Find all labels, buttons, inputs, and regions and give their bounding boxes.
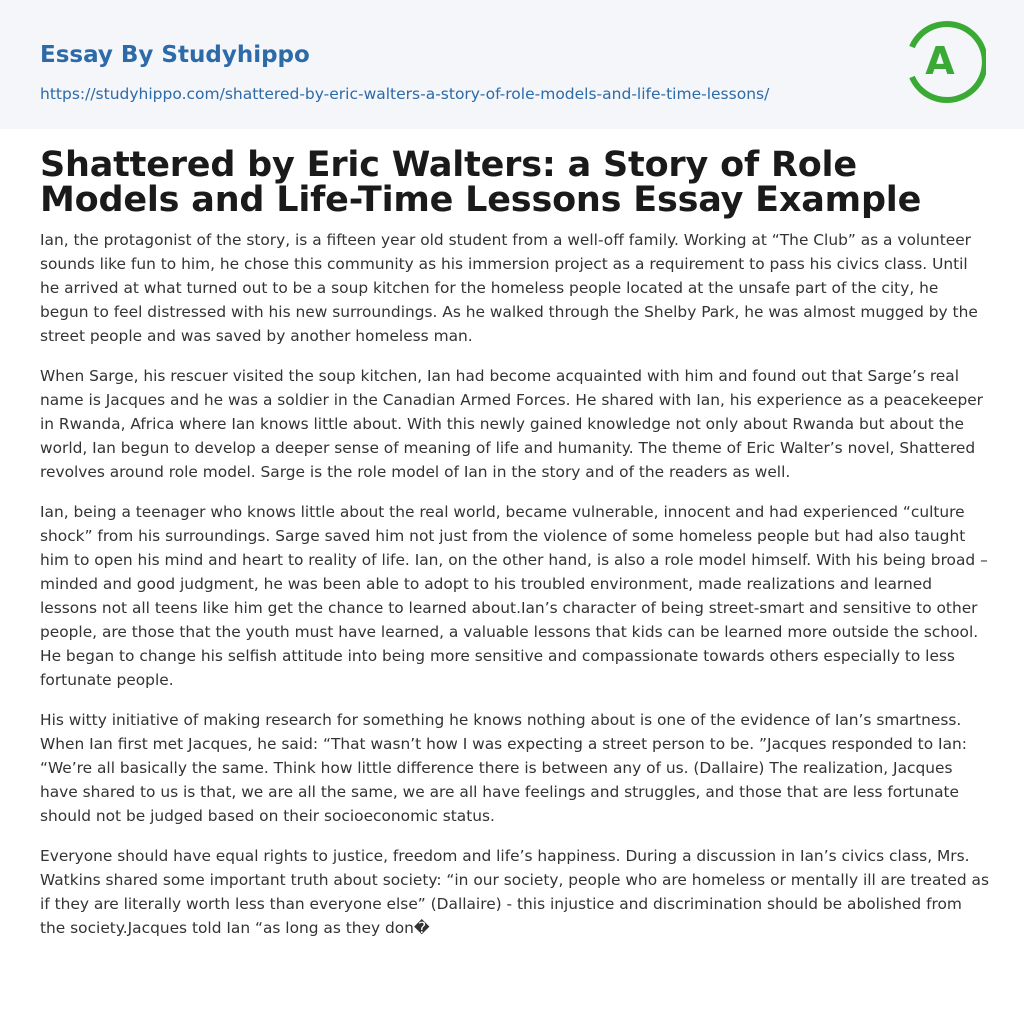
site-name[interactable]: Essay By Studyhippo [40,42,310,68]
essay-paragraph: Ian, the protagonist of the story, is a fifteen year old student from a well-off family. Working at “The Club” as a volunteer sounds like fun to him, he chose this community as his immersion project as a requirement to pass his civics class. Until he arrived at what turned out to be a soup kitchen for the homeless people located at the unsafe part of the city, he begun to feel distressed with his new surroundings. As he walked through the Shelby Park, he was almost mugged by the street people and was saved by another homeless man. [40,231,978,345]
essay-paragraph: Everyone should have equal rights to justice, freedom and life’s happiness. During a discussion in Ian’s civics class, Mrs. Watkins shared some important truth about society: “in our society, people who are homeless or mentally ill are treated as if they are literally worth less than everyone else” (Dallaire) - this injustice and discrimination should be abolished from the society.Jacques told Ian “as long as they don� [40,847,989,937]
logo-letter: A [925,39,955,83]
source-url-link[interactable]: https://studyhippo.com/shattered-by-eric-walters-a-story-of-role-models-and-life-time-lessons/ [40,85,770,103]
essay-paragraph: His witty initiative of making research for something he knows nothing about is one of the evidence of Ian’s smartness. When Ian first met Jacques, he said: “That wasn’t how I was expecting a street person to be. ”Jacques responded to Ian: “We’re all basically the same. Think how little difference there is between any of us. (Dallaire) The realization, Jacques have shared to us is that, we are all the same, we are all have feelings and struggles, and those that are less fortunate should not be judged based on their socioeconomic status. [40,711,967,825]
page-title: Shattered by Eric Walters: a Story of Role Models and Life-Time Lessons Essay Example [40,145,922,220]
essay-paragraph: When Sarge, his rescuer visited the soup kitchen, Ian had become acquainted with him and found out that Sarge’s real name is Jacques and he was a soldier in the Canadian Armed Forces. He shared with Ian, his experience as a peacekeeper in Rwanda, Africa where Ian knows little about. With this newly gained knowledge not only about Rwanda but about the world, Ian begun to develop a deeper sense of meaning of life and humanity. The theme of Eric Walter’s novel, Shattered revolves around role model. Sarge is the role model of Ian in the story and of the readers as well. [40,367,984,481]
essay-body [40,228,990,956]
essay-paragraph: Ian, being a teenager who knows little about the real world, became vulnerable, innocent and had experienced “culture shock” from his surroundings. Sarge saved him not just from the violence of some homeless people but had also taught him to open his mind and heart to reality of life. Ian, on the other hand, is also a role model himself. With his being broad –minded and good judgment, he was been able to adopt to his troubled environment, made realizations and learned lessons not all teens like him get the chance to learned about.Ian’s character of being street-smart and sensitive to other people, are those that the youth must have learned, a valuable lessons that kids can be learned more outside the school. He began to change his selfish attitude into being more sensitive and compassionate towards others especially to less fortunate people. [40,503,988,689]
studyhippo-logo-icon[interactable] [900,19,986,105]
site-header [0,0,1024,129]
